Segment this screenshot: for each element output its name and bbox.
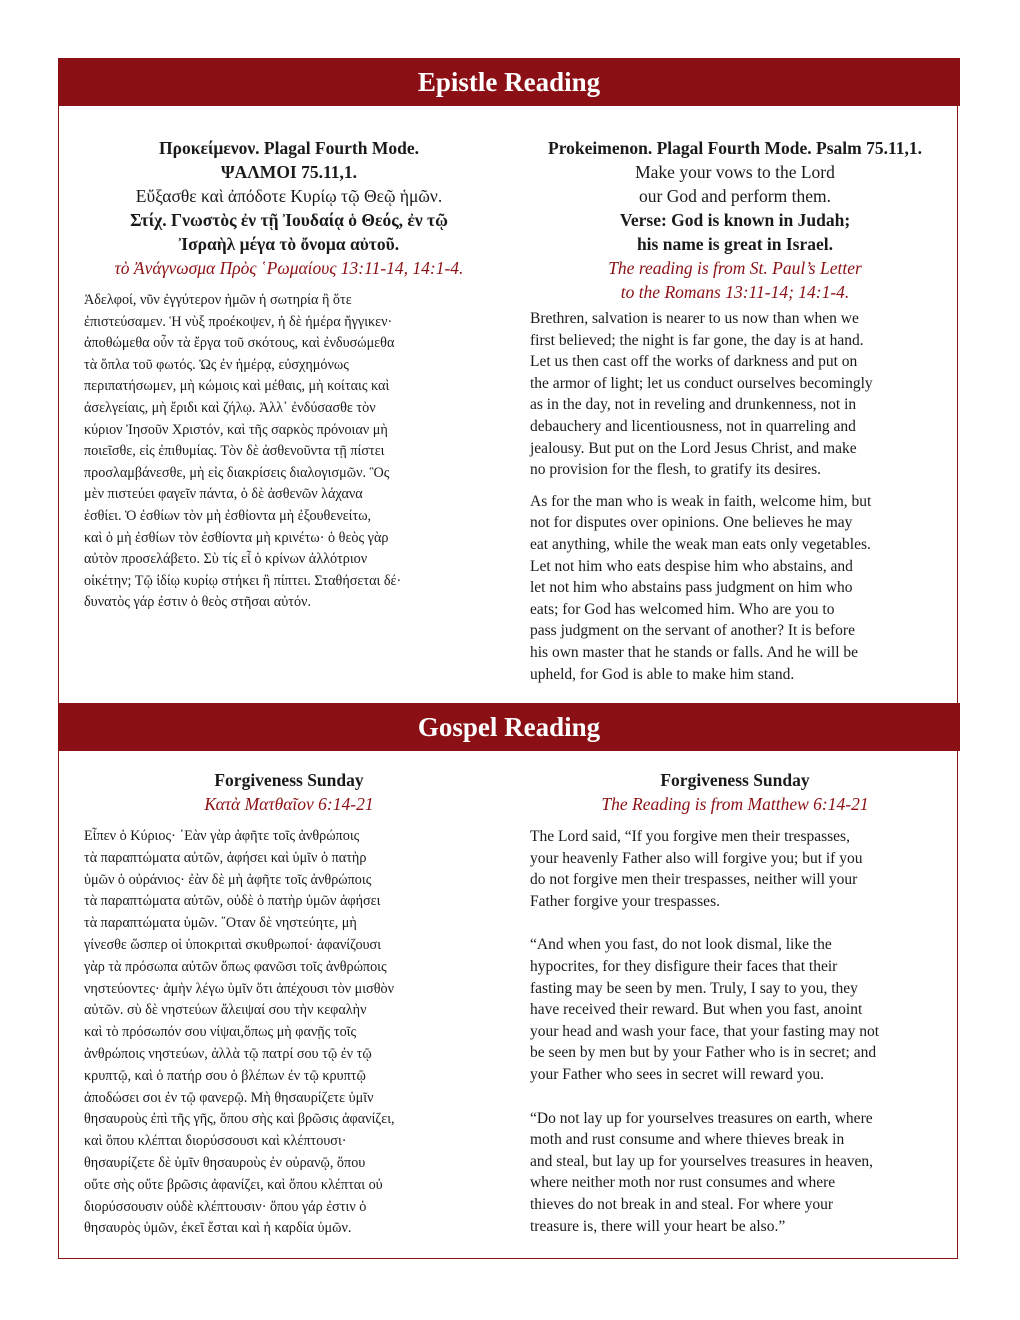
text-line: Let not him who eats despise him who abstains, and xyxy=(530,557,853,575)
text-line: περιπατήσωμεν, μὴ κώμοις καὶ μέθαις, μὴ κοίταις καὶ xyxy=(84,378,390,395)
epistle-greek-column xyxy=(84,136,494,614)
text-line: Εἶπεν ὁ Κύριος· ᾿Εὰν γὰρ ἀφῆτε τοῖς ἀνθρώποις xyxy=(84,828,360,844)
text-line: ἐσθίει. Ὁ ἐσθίων τὸν μὴ ἐσθίοντα μὴ ἐξουθενείτω, xyxy=(84,507,372,524)
text-line: γίνεσθε ὥσπερ οἱ ὑποκριταὶ σκυθρωποί· ἀφανίζουσι xyxy=(84,936,382,953)
text-line: τὰ ὅπλα τοῦ φωτός. Ὡς ἐν ἡμέρᾳ, εὐσχημόνως xyxy=(84,356,349,373)
text-line: pass judgment on the servant of another? It is before xyxy=(530,622,855,640)
gospel-banner xyxy=(58,703,960,751)
text-line: eats; for God has welcomed him. Who are you to xyxy=(530,600,835,618)
text-line: treasure is, there will your heart be also.” xyxy=(530,1217,786,1235)
text-line: your heavenly Father also will forgive you; but if you xyxy=(530,849,863,867)
text-line: τὰ παραπτώματα ὑμῶν. ῞Οταν δὲ νηστεύητε, μὴ xyxy=(84,915,357,932)
text-line: have received their reward. But when you fast, anoint xyxy=(530,1001,863,1019)
text-line: upheld, for God is able to make him stand. xyxy=(530,665,795,683)
gospel-english-paragraph-2 xyxy=(530,934,940,1085)
text-line: θησαυροὺς ἐπὶ τῆς γῆς, ὅπου σὴς καὶ βρῶσις ἀφανίζει, xyxy=(84,1111,395,1128)
text-line: as in the day, not in reveling and drunkenness, not in xyxy=(530,396,857,414)
english-stich-line: his name is great in Israel. xyxy=(636,234,834,254)
english-stich-line: Verse: God is known in Judah; xyxy=(619,210,851,230)
text-line: κύριον Ἰησοῦν Χριστόν, καὶ τῆς σαρκὸς πρόνοιαν μὴ xyxy=(84,421,388,438)
text-line: moth and rust consume and where thieves break in xyxy=(530,1131,845,1149)
text-line: Let us then cast off the works of darkness and put on xyxy=(530,353,858,371)
text-line: ἐπιστεύσαμεν. Ἡ νὺξ προέκοψεν, ἡ δὲ ἡμέρα ἤγγικεν· xyxy=(84,313,393,330)
english-reading-reference: to the Romans 13:11-14; 14:1-4. xyxy=(620,282,850,302)
text-line: ἀνθρώποις νηστεύων, ἀλλὰ τῷ πατρί σου τῷ ἐν τῷ xyxy=(84,1045,372,1062)
gospel-english-paragraph-3 xyxy=(530,1108,940,1238)
epistle-greek-body xyxy=(84,290,494,614)
epistle-english-column xyxy=(530,136,940,685)
text-line: ποιεῖσθε, εἰς ἐπιθυμίας. Τὸν δὲ ἀσθενοῦντα τῇ πίστει xyxy=(84,443,385,460)
text-line: καὶ ὅπου κλέπται διορύσσουσι καὶ κλέπτουσι· xyxy=(84,1133,347,1150)
text-line: hypocrites, for they disfigure their faces that their xyxy=(530,957,838,975)
text-line: θησαυρίζετε δὲ ὑμῖν θησαυροὺς ἐν οὐρανῷ, ὅπου xyxy=(84,1154,366,1171)
text-line: “Do not lay up for yourselves treasures on earth, where xyxy=(530,1109,873,1127)
text-line: αὐτῶν. σὺ δὲ νηστεύων ἄλειψαί σου τὴν κεφαλὴν xyxy=(84,1002,367,1019)
text-line: the armor of light; let us conduct ourselves becomingly xyxy=(530,374,873,392)
greek-stich-line: Ἰσραὴλ μέγα τὸ ὄνομα αὐτοῦ. xyxy=(178,234,400,254)
text-line: As for the man who is weak in faith, welcome him, but xyxy=(530,492,872,510)
text-line: let not him who abstains pass judgment on him who xyxy=(530,579,853,597)
text-line: jealousy. But put on the Lord Jesus Christ, and make xyxy=(530,439,857,457)
text-line: The Lord said, “If you forgive men their trespasses, xyxy=(530,828,850,845)
epistle-banner xyxy=(58,58,960,106)
epistle-banner-title: Epistle Reading xyxy=(417,67,601,97)
gospel-banner-title: Gospel Reading xyxy=(417,712,601,742)
text-line: no provision for the flesh, to gratify its desires. xyxy=(530,461,822,479)
greek-psalm: ΨΑΛΜΟΙ 75.11,1. xyxy=(220,162,358,182)
english-reading-reference: The Reading is from Matthew 6:14-21 xyxy=(601,794,869,814)
text-line: οὔτε σὴς οὔτε βρῶσις ἀφανίζει, καὶ ὅπου κλέπται οὐ xyxy=(84,1176,383,1193)
text-line: καὶ τὸ πρόσωπόν σου νίψαι,ὅπως μὴ φανῇς τοῖς xyxy=(84,1024,357,1041)
gospel-english-paragraph-1 xyxy=(530,826,940,912)
epistle-english-paragraph-2 xyxy=(530,491,940,685)
text-line: μὲν πιστεύει φαγεῖν πάντα, ὁ δὲ ἀσθενῶν λάχανα xyxy=(84,486,363,503)
greek-stich-line: Στίχ. Γνωστὸς ἐν τῇ Ἰουδαίᾳ ὁ Θεός, ἐν τῷ xyxy=(130,210,448,230)
text-line: κρυπτῷ, καὶ ὁ πατήρ σου ὁ βλέπων ἐν τῷ κρυπτῷ xyxy=(84,1067,366,1084)
epistle-english-paragraph-1 xyxy=(530,308,940,481)
gospel-greek-column xyxy=(84,768,494,1240)
text-line: eat anything, while the weak man eats only vegetables. xyxy=(530,535,871,553)
greek-prokeimenon: Προκείμενον. Plagal Fourth Mode. xyxy=(159,138,419,158)
text-line: τὰ παραπτώματα αὐτῶν, οὐδὲ ὁ πατὴρ ὑμῶν ἀφήσει xyxy=(84,893,381,910)
text-line: not for disputes over opinions. One believes he may xyxy=(530,514,853,532)
text-line: αὐτὸν προσελάβετο. Σὺ τίς εἶ ὁ κρίνων ἀλλότριον xyxy=(84,551,368,568)
text-line: where neither moth nor rust consumes and where xyxy=(530,1174,836,1192)
greek-reading-reference: τὸ Ἀνάγνωσμα Πρὸς ῾Ρωμαίους 13:11-14, 14:1-4. xyxy=(114,258,464,278)
text-line: καὶ ὁ μὴ ἐσθίων τὸν ἐσθίοντα μὴ κρινέτω· ὁ θεὸς γὰρ xyxy=(84,529,389,546)
gospel-english-column xyxy=(530,768,940,1237)
text-line: his own master that he stands or falls. And he will be xyxy=(530,643,859,661)
text-line: προσλαμβάνεσθε, μὴ εἰς διακρίσεις διαλογισμῶν. Ὃς xyxy=(84,464,390,481)
greek-verse: Εὔξασθε καὶ ἀπόδοτε Κυρίῳ τῷ Θεῷ ἡμῶν. xyxy=(135,186,443,206)
text-line: δυνατὸς γάρ ἐστιν ὁ θεὸς στῆσαι αὐτόν. xyxy=(84,594,312,611)
gospel-greek-body xyxy=(84,826,494,1240)
english-sunday-title: Forgiveness Sunday xyxy=(660,770,810,790)
greek-sunday-title: Forgiveness Sunday xyxy=(214,770,364,790)
english-verse-line: our God and perform them. xyxy=(639,186,831,206)
text-line: Father forgive your trespasses. xyxy=(530,892,720,910)
text-line: οἰκέτην; Τῷ ἰδίῳ κυρίῳ στήκει ἢ πίπτει. Σταθήσεται δέ· xyxy=(84,572,402,589)
text-line: and steal, but lay up for yourselves treasures in heaven, xyxy=(530,1152,874,1170)
text-line: νηστεύοντες· ἀμὴν λέγω ὑμῖν ὅτι ἀπέχουσι τὸν μισθὸν xyxy=(84,980,395,997)
text-line: θησαυρὸς ὑμῶν, ἐκεῖ ἔσται καὶ ἡ καρδία ὑμῶν. xyxy=(84,1220,352,1237)
text-line: fasting may be seen by men. Truly, I say to you, they xyxy=(530,979,858,997)
text-line: Brethren, salvation is nearer to us now than when we xyxy=(530,310,859,327)
text-line: your Father who sees in secret will reward you. xyxy=(530,1065,824,1083)
text-line: ἀποθώμεθα οὖν τὰ ἔργα τοῦ σκότους, καὶ ἐνδυσώμεθα xyxy=(84,335,395,352)
text-line: ἀποδώσει σοι ἐν τῷ φανερῷ. Μὴ θησαυρίζετε ὑμῖν xyxy=(84,1089,374,1106)
greek-reading-reference: Κατὰ Ματθαῖον 6:14-21 xyxy=(204,794,374,814)
text-line: τὰ παραπτώματα αὐτῶν, ἀφήσει καὶ ὑμῖν ὁ πατὴρ xyxy=(84,849,367,866)
text-line: “And when you fast, do not look dismal, like the xyxy=(530,936,832,954)
english-reading-reference: The reading is from St. Paul’s Letter xyxy=(608,258,862,278)
text-line: Ἀδελφοί, νῦν ἐγγύτερον ἡμῶν ἡ σωτηρία ἢ ὅτε xyxy=(84,292,352,308)
text-line: be seen by men but by your Father who is in secret; and xyxy=(530,1044,877,1062)
text-line: debauchery and licentiousness, not in quarreling and xyxy=(530,417,856,435)
text-line: διορύσσουσιν οὐδὲ κλέπτουσιν· ὅπου γάρ ἐστιν ὁ xyxy=(84,1198,367,1215)
text-line: ὑμῶν ὁ οὐράνιος· ἐὰν δὲ μὴ ἀφῆτε τοῖς ἀνθρώποις xyxy=(84,871,372,888)
text-line: ἀσελγείαις, μὴ ἔριδι καὶ ζήλῳ. Ἀλλ᾽ ἐνδύσασθε τὸν xyxy=(84,399,376,416)
text-line: γὰρ τὰ πρόσωπα αὐτῶν ὅπως φανῶσι τοῖς ἀνθρώποις xyxy=(84,958,387,975)
english-verse-line: Make your vows to the Lord xyxy=(635,162,835,182)
text-line: thieves do not break in and steal. For where your xyxy=(530,1195,834,1213)
text-line: first believed; the night is far gone, the day is at hand. xyxy=(530,331,864,349)
text-line: your head and wash your face, that your fasting may not xyxy=(530,1022,880,1040)
text-line: do not forgive men their trespasses, neither will your xyxy=(530,871,858,889)
english-prokeimenon: Prokeimenon. Plagal Fourth Mode. Psalm 75.11,1. xyxy=(548,138,922,158)
